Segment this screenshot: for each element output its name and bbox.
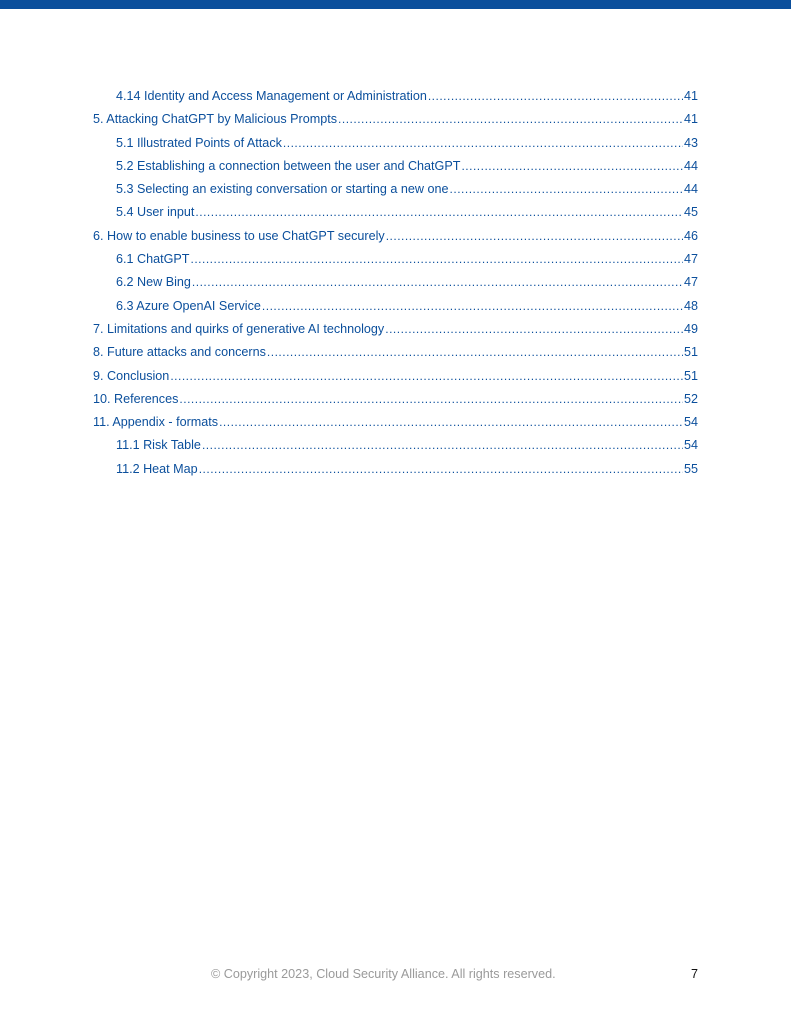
toc-leader-dots: [385, 322, 683, 336]
toc-entry-title: 11.2 Heat Map: [116, 461, 198, 476]
toc-entry-page: 46: [683, 228, 698, 243]
toc-entry-page: 41: [683, 89, 698, 103]
toc-entry-title: 9. Conclusion: [93, 368, 170, 383]
toc-entry-title: 6.1 ChatGPT: [116, 252, 190, 267]
toc-leader-dots: [428, 89, 683, 103]
toc-leader-dots: [195, 205, 683, 219]
toc-leader-dots: [338, 112, 683, 126]
toc-entry-page: 47: [683, 275, 698, 290]
toc-leader-dots: [386, 229, 683, 243]
toc-entry-title: 5.4 User input: [116, 205, 195, 220]
toc-entry-title: 11.1 Risk Table: [116, 438, 201, 453]
toc-leader-dots: [179, 392, 683, 406]
toc-entry-title: 11. Appendix - formats: [93, 415, 219, 430]
toc-entry-page: 43: [683, 135, 698, 150]
toc-entry-page: 45: [683, 205, 698, 220]
toc-leader-dots: [202, 438, 683, 452]
toc-entry-page: 44: [683, 182, 698, 197]
toc-entry-6-2[interactable]: [93, 275, 698, 298]
toc-entry-10[interactable]: [93, 392, 698, 415]
page-number: 7: [691, 967, 699, 981]
copyright-notice: © Copyright 2023, Cloud Security Alliance. All rights reserved.: [211, 967, 556, 981]
toc-entry-page: 41: [683, 112, 698, 127]
table-of-contents: [93, 89, 698, 485]
toc-entry-title: 5.2 Establishing a connection between the user and ChatGPT: [116, 158, 461, 173]
toc-leader-dots: [450, 182, 683, 196]
toc-entry-5-1[interactable]: [93, 136, 698, 159]
toc-entry-5[interactable]: [93, 112, 698, 135]
toc-entry-page: 52: [683, 391, 698, 406]
toc-entry-page: 51: [683, 345, 698, 360]
toc-entry-11-2[interactable]: [93, 462, 698, 485]
toc-entry-page: 51: [683, 368, 698, 383]
toc-leader-dots: [461, 159, 683, 173]
toc-entry-8[interactable]: [93, 345, 698, 368]
toc-entry-title: 5. Attacking ChatGPT by Malicious Prompts: [93, 112, 338, 127]
toc-entry-5-4[interactable]: [93, 205, 698, 228]
toc-entry-6-1[interactable]: [93, 252, 698, 275]
toc-entry-11[interactable]: [93, 415, 698, 438]
header-accent-bar: [0, 0, 791, 9]
toc-leader-dots: [192, 275, 683, 289]
toc-entry-title: 8. Future attacks and concerns: [93, 345, 266, 360]
toc-leader-dots: [170, 369, 683, 383]
toc-entry-5-3[interactable]: [93, 182, 698, 205]
toc-leader-dots: [267, 345, 683, 359]
toc-entry-9[interactable]: [93, 369, 698, 392]
toc-entry-title: 5.3 Selecting an existing conversation or starting a new one: [116, 182, 449, 197]
toc-leader-dots: [219, 415, 683, 429]
toc-entry-11-1[interactable]: [93, 438, 698, 461]
toc-entry-page: 47: [683, 252, 698, 267]
toc-entry-4-14[interactable]: [93, 89, 698, 112]
toc-entry-title: 7. Limitations and quirks of generative AI technology: [93, 321, 385, 336]
toc-leader-dots: [262, 299, 683, 313]
toc-entry-title: 4.14 Identity and Access Management or Administration: [116, 89, 427, 103]
toc-entry-title: 5.1 Illustrated Points of Attack: [116, 135, 282, 150]
toc-entry-page: 54: [683, 438, 698, 453]
toc-entry-7[interactable]: [93, 322, 698, 345]
toc-entry-6-3[interactable]: [93, 299, 698, 322]
page-footer: [0, 967, 791, 985]
toc-entry-6[interactable]: [93, 229, 698, 252]
toc-entry-page: 54: [683, 415, 698, 430]
toc-leader-dots: [283, 136, 683, 150]
toc-entry-title: 6.2 New Bing: [116, 275, 191, 290]
toc-entry-title: 6. How to enable business to use ChatGPT securely: [93, 228, 385, 243]
toc-entry-title: 6.3 Azure OpenAI Service: [116, 298, 261, 313]
toc-entry-page: 55: [683, 461, 698, 476]
toc-leader-dots: [191, 252, 683, 266]
toc-leader-dots: [199, 462, 683, 476]
toc-entry-title: 10. References: [93, 391, 179, 406]
toc-entry-page: 48: [683, 298, 698, 313]
toc-entry-5-2[interactable]: [93, 159, 698, 182]
toc-entry-page: 44: [683, 158, 698, 173]
toc-entry-page: 49: [683, 321, 698, 336]
